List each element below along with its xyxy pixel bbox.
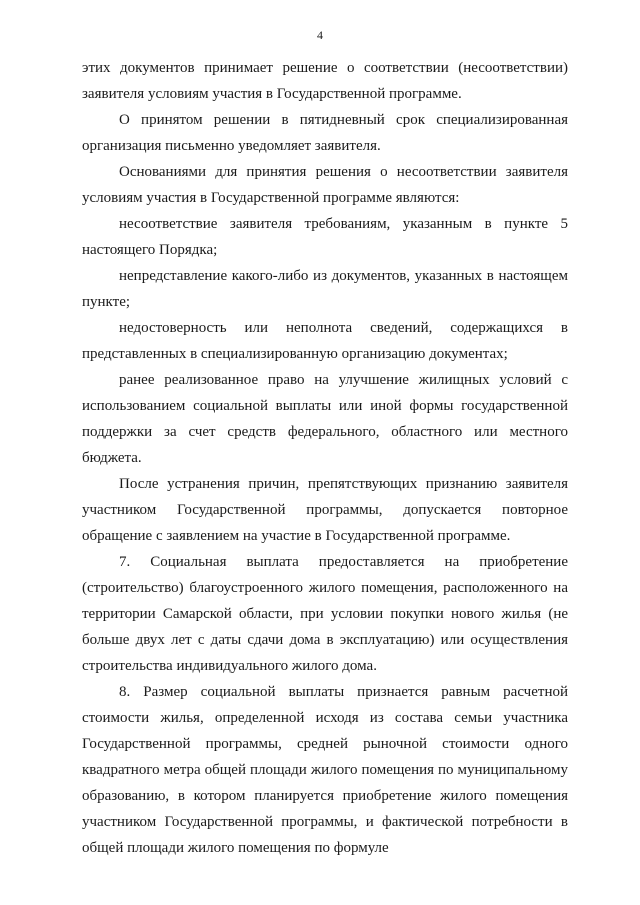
paragraph-ground-prior-support: ранее реализованное право на улучшение жилищных условий с использованием социальной выплаты или иной формы государственной поддержки за счет средств федерального, областного или местного бюджета. [82,372,568,466]
page-number: 4 [317,28,323,42]
paragraph-ground-requirements: несоответствие заявителя требованиям, указанным в пункте 5 настоящего Порядка; [82,216,568,258]
paragraph-item-8: 8. Размер социальной выплаты признается равным расчетной стоимости жилья, определенной исходя из состава семьи участника Государственной программы, средней рыночной стоимости одного квадратного метра общей площади жилого помещения по муниципальному образованию, в котором планируется приобретение жилого помещения участником Государственной программы, и фактической потребности в общей площади жилого помещения по формуле [82,684,568,856]
paragraph-ground-false-info: недостоверность или неполнота сведений, содержащихся в представленных в специализированную организацию документах; [82,320,568,362]
paragraph-grounds-intro: Основаниями для принятия решения о несоответствии заявителя условиям участия в Государственной программе являются: [82,164,568,206]
paragraph-notification: О принятом решении в пятидневный срок специализированная организация письменно уведомляет заявителя. [82,112,568,154]
paragraph-continuation: этих документов принимает решение о соответствии (несоответствии) заявителя условиям участия в Государственной программе. [82,60,568,102]
document-body [82,55,568,861]
paragraph-reapplication: После устранения причин, препятствующих признанию заявителя участником Государственной программы, допускается повторное обращение с заявлением на участие в Государственной программе. [82,476,568,544]
paragraph-item-7: 7. Социальная выплата предоставляется на приобретение (строительство) благоустроенного жилого помещения, расположенного на территории Самарской области, при условии покупки нового жилья (не больше двух лет с даты сдачи дома в эксплуатацию) или осуществления строительства индивидуального жилого дома. [82,554,568,674]
paragraph-ground-missing-docs: непредставление какого-либо из документов, указанных в настоящем пункте; [82,268,568,310]
